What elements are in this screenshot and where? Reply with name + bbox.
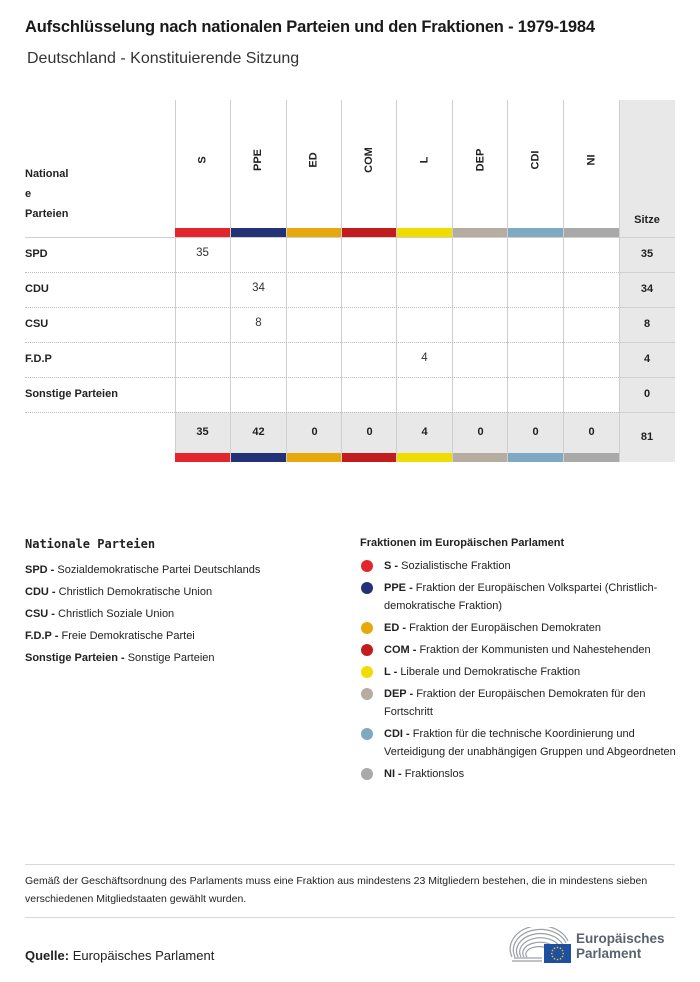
legend-item-cdu: CDU - Christlich Demokratische Union [25, 586, 213, 598]
legend-item-com: COM - Fraktion der Kommunisten und Nahestehenden [360, 641, 680, 659]
color-dot-icon [361, 582, 373, 594]
color-bar-ni [564, 228, 619, 237]
legend-item-sonstige: Sonstige Parteien - Sonstige Parteien [25, 652, 215, 664]
group-header-com: COM [362, 147, 375, 173]
total-l: 4 [421, 426, 428, 438]
color-dot-icon [361, 644, 373, 656]
row-label-sonstige: Sonstige Parteien [25, 388, 118, 400]
color-dot-icon [361, 560, 373, 572]
divider [25, 917, 675, 918]
row-header-line-2: e [25, 188, 32, 200]
seats-cell: 34 [640, 283, 654, 295]
color-bar-l [397, 453, 452, 462]
row-header-line-3: Parteien [25, 208, 69, 220]
seats-cell: 4 [643, 353, 651, 365]
row-label-fdp: F.D.P [25, 353, 52, 365]
seats-cell: 8 [643, 318, 651, 330]
legend-item-csu: CSU - Christlich Soziale Union [25, 608, 175, 620]
cell: 4 [421, 352, 428, 364]
total-s: 35 [196, 426, 209, 438]
column-divider [619, 100, 620, 462]
row-label-csu: CSU [25, 318, 49, 330]
color-dot-icon [361, 622, 373, 634]
legend-item-spd: SPD - Sozialdemokratische Partei Deutschlands [25, 564, 261, 576]
parliament-hemicycle-icon [508, 927, 572, 965]
color-bar-com [342, 453, 396, 462]
seats-cell: 0 [643, 388, 651, 400]
color-bar-com [342, 228, 396, 237]
cell: 8 [255, 317, 262, 329]
row-label-cdu: CDU [25, 283, 49, 295]
row-header-line-1: National [25, 168, 69, 180]
european-parliament-logo [508, 926, 678, 966]
color-bar-ppe [231, 453, 286, 462]
group-header-ed: ED [308, 152, 320, 168]
color-bar-ppe [231, 228, 286, 237]
seats-divider [619, 377, 675, 378]
color-dot-icon [361, 728, 373, 740]
color-dot-icon [361, 688, 373, 700]
row-divider [25, 412, 619, 413]
total-ppe: 42 [252, 426, 265, 438]
group-header-ppe: PPE [252, 148, 265, 172]
total-ni: 0 [588, 426, 595, 438]
color-dot-icon [361, 666, 373, 678]
row-divider [25, 342, 619, 343]
legend-item-cdi: CDI - Fraktion für die technische Koordinierung und Verteidigung der unabhängigen Gruppen und Abgeordneten [360, 725, 680, 761]
legend-item-l: L - Liberale und Demokratische Fraktion [360, 663, 680, 681]
total-cdi: 0 [532, 426, 539, 438]
political-groups-legend [360, 537, 680, 787]
logo-text: Europäisches Parlament [576, 931, 665, 961]
row-divider [25, 377, 619, 378]
row-divider [25, 307, 619, 308]
legend-item-fdp: F.D.P - Freie Demokratische Partei [25, 630, 195, 642]
legend-title: Nationale Parteien [25, 537, 156, 551]
legend-title: Fraktionen im Europäischen Parlament [360, 537, 565, 549]
seats-divider [619, 342, 675, 343]
grand-total: 81 [640, 431, 654, 443]
group-header-s: S [197, 156, 209, 164]
row-label-spd: SPD [25, 248, 48, 260]
color-bar-dep [453, 453, 507, 462]
total-com: 0 [366, 426, 373, 438]
seats-divider [619, 307, 675, 308]
color-bar-ni [564, 453, 619, 462]
footnote: Gemäß der Geschäftsordnung des Parlaments muss eine Fraktion aus mindestens 23 Mitgliedern bestehen, die in mindestens sieben verschiedenen Mitgliedstaaten gewählt wurden. [25, 875, 648, 905]
group-header-cdi: CDI [529, 150, 542, 170]
legend-item-ni: NI - Fraktionslos [360, 765, 680, 783]
page-title: Aufschlüsselung nach nationalen Parteien und den Fraktionen - 1979-1984 [25, 18, 595, 36]
page-subtitle: Deutschland - Konstituierende Sitzung [27, 50, 300, 67]
seats-cell: 35 [640, 248, 654, 260]
source-line: Quelle: Europäisches Parlament [25, 948, 215, 963]
color-bar-ed [287, 453, 341, 462]
legend-item-dep: DEP - Fraktion der Europäischen Demokraten für den Fortschritt [360, 685, 680, 721]
divider [25, 864, 675, 865]
legend-item-ed: ED - Fraktion der Europäischen Demokraten [360, 619, 680, 637]
seats-header: Sitze [634, 214, 660, 226]
seats-divider [619, 237, 675, 238]
cell: 34 [252, 282, 265, 294]
header-divider [25, 237, 619, 238]
seat-distribution-table [25, 100, 675, 462]
group-header-dep: DEP [474, 148, 486, 172]
color-bar-l [397, 228, 452, 237]
color-bar-dep [453, 228, 507, 237]
color-bar-s [175, 228, 230, 237]
seats-divider [619, 412, 675, 413]
seats-divider [619, 272, 675, 273]
color-dot-icon [361, 768, 373, 780]
legend-item-s: S - Sozialistische Fraktion [360, 557, 680, 575]
row-divider [25, 272, 619, 273]
color-bar-ed [287, 228, 341, 237]
seats-column-background [619, 100, 675, 462]
color-bar-cdi [508, 228, 563, 237]
national-parties-legend [25, 537, 345, 669]
cell: 35 [196, 247, 209, 259]
total-ed: 0 [311, 426, 318, 438]
color-bar-s [175, 453, 230, 462]
legend-item-ppe: PPE - Fraktion der Europäischen Volkspartei (Christlich-demokratische Fraktion) [360, 579, 680, 615]
group-header-l: L [418, 156, 431, 164]
group-header-ni: NI [585, 154, 598, 166]
total-dep: 0 [477, 426, 484, 438]
color-bar-cdi [508, 453, 563, 462]
